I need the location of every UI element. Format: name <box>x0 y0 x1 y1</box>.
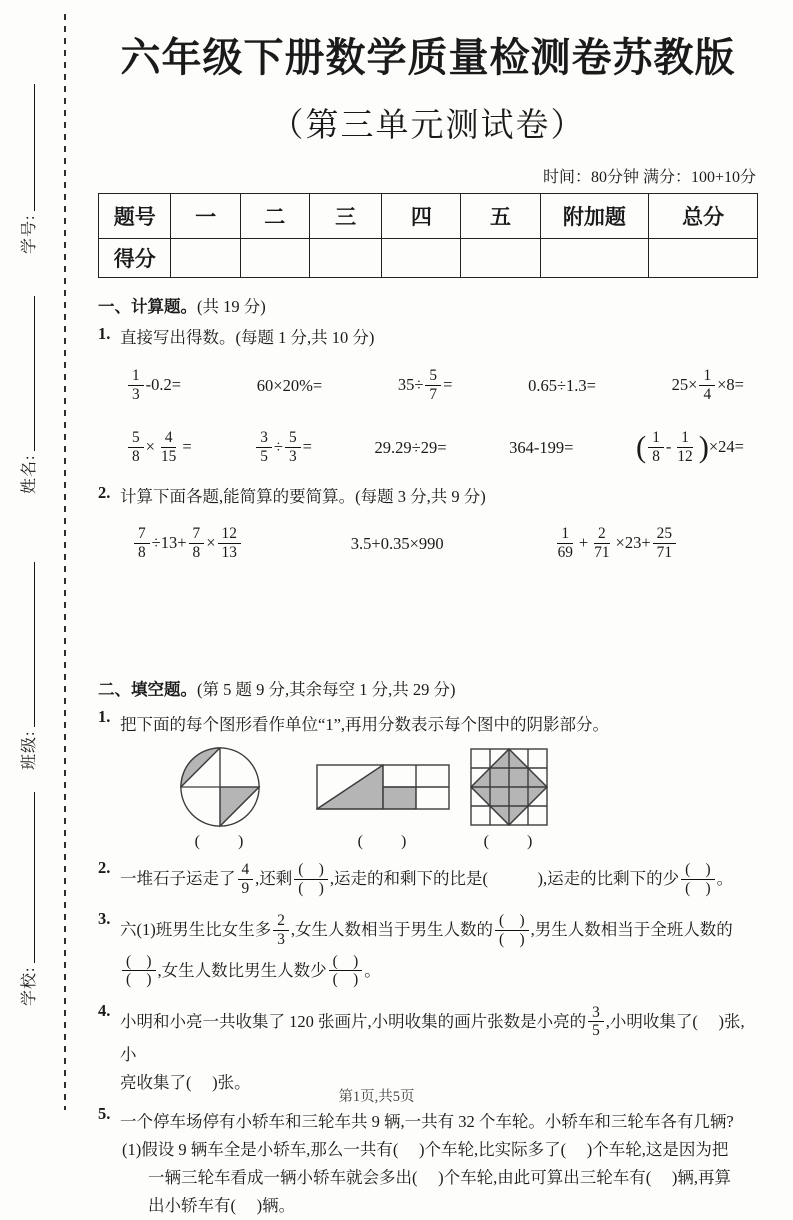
math-expression: 29.29÷29= <box>374 438 447 457</box>
math-expression: $\frac{1}{3}$ -0.2= <box>126 368 181 404</box>
question-text: 计算下面各题,能简算的要简算。 <box>120 487 356 506</box>
page-subtitle: （第三单元测试卷） <box>270 108 586 144</box>
score-cell <box>461 239 540 278</box>
question-s2q2 <box>98 858 758 902</box>
score-table-header-cell: 二 <box>240 194 309 239</box>
question-number: 1. <box>98 324 111 343</box>
section1-heading: 一、计算题。(共 19 分) <box>98 297 266 316</box>
question-number: 1. <box>98 707 111 726</box>
question-number: 2. <box>98 483 111 502</box>
class-label: 班级: <box>21 730 38 770</box>
score-cell <box>649 239 758 278</box>
calc-row-2 <box>126 424 744 472</box>
question-line: 一辆三轮车看成一辆小轿车就会多出( )个车轮,由此可算出三轮车有( )辆,再算 <box>148 1168 731 1188</box>
question-number: 2. <box>98 858 111 877</box>
page-number-footer: 第1页,共5页 <box>338 1089 415 1105</box>
score-table-header-cell: 题号 <box>99 194 171 239</box>
paper-content <box>98 0 758 1220</box>
score-table-header-cell: 总分 <box>649 194 758 239</box>
question-line: 小明和小亮一共收集了 120 张画片,小明收集的画片张数是小亮的 $\frac{3}{5}$ ,小明收集了( )张,小 <box>120 1003 745 1065</box>
question-line: 出小轿车有( )辆。 <box>148 1196 296 1216</box>
simplify-expressions <box>132 519 678 569</box>
math-expression: $\frac{1}{69}$ + $\frac{2}{71}$ ×23+ $\frac{25}{71}$ <box>552 526 678 562</box>
math-expression: $\frac{5}{8}$ × $\frac{4}{15}$ = <box>126 430 192 466</box>
score-cell <box>309 239 381 278</box>
section2-heading: 二、填空题。(第 5 题 9 分,其余每空 1 分,共 29 分) <box>98 680 456 699</box>
score-table-header-cell: 附加题 <box>540 194 649 239</box>
question-note: (每题 3 分,共 9 分) <box>355 487 486 506</box>
math-expression: 364-199= <box>509 438 574 457</box>
student-id-blank-line <box>30 84 35 211</box>
math-expression: 0.65÷1.3= <box>528 376 596 395</box>
school-field <box>16 790 39 1006</box>
question-s1q2 <box>98 483 758 573</box>
math-expression: $\frac{7}{8}$ ÷13+ $\frac{7}{8}$ × $\frac{12}{13}$ <box>132 526 243 562</box>
working-space <box>98 573 758 661</box>
question-number: 4. <box>98 1000 111 1020</box>
question-s1q1 <box>98 324 758 476</box>
math-expression: 25× $\frac{1}{4}$ ×8= <box>671 366 744 403</box>
score-cell <box>382 239 461 278</box>
circle-figure-block <box>176 743 264 851</box>
student-name-field <box>16 294 39 494</box>
question-number: 5. <box>98 1104 111 1124</box>
question-line: $\frac{( )}{( )}$ ,女生人数比男生人数少 $\frac{( )}{( )}$ 。 <box>120 954 758 990</box>
score-table-header-cell: 三 <box>309 194 381 239</box>
student-id-label: 学号: <box>21 214 38 254</box>
school-blank-line <box>30 792 35 963</box>
question-text: 把下面的每个图形看作单位“1”,再用分数表示每个图中的阴影部分。 <box>120 715 610 734</box>
score-cell <box>171 239 240 278</box>
student-id-field <box>16 82 39 254</box>
question-line: 亮收集了( )张。 <box>120 1073 251 1093</box>
time-score-meta: 时间：80分钟 满分：100+10分 <box>542 169 756 186</box>
question-note: (每题 1 分,共 10 分) <box>235 328 375 347</box>
score-table-header-cell: 五 <box>461 194 540 239</box>
question-line: 六(1)班男生比女生多 $\frac{2}{3}$ ,女生人数相当于男生人数的 $\frac{( )}{( )}$ ,男生人数相当于全班人数的 <box>120 912 733 948</box>
question-line: 一个停车场停有小轿车和三轮车共 9 辆,一共有 32 个车轮。小轿车和三轮车各有几辆? <box>120 1112 734 1132</box>
question-text: 直接写出得数。 <box>120 328 236 347</box>
score-table <box>98 193 758 278</box>
page-title: 六年级下册数学质量检测卷苏教版 <box>120 35 736 80</box>
score-cell <box>540 239 649 278</box>
question-s2q4 <box>98 1001 758 1097</box>
student-name-blank-line <box>30 296 35 451</box>
class-field <box>16 560 39 770</box>
class-blank-line <box>30 562 35 727</box>
school-label: 学校: <box>21 966 38 1006</box>
shaded-figures-row <box>120 743 758 851</box>
question-line: 一堆石子运走了 $\frac{4}{9}$ ,还剩 $\frac{( )}{( )}$ ,运走的和剩下的比是( ),运走的比剩下的少 $\frac{( )}{( )}$ 。 <box>120 861 734 897</box>
grid-diamond-figure <box>470 748 548 826</box>
answer-blank: ( ) <box>357 833 409 850</box>
math-expression: ( $\frac{1}{8}$ - $\frac{1}{12}$ )×24= <box>636 428 744 465</box>
student-name-label: 姓名: <box>21 454 38 494</box>
score-table-header-cell: 一 <box>171 194 240 239</box>
score-cell <box>240 239 309 278</box>
question-s2q3 <box>98 909 758 994</box>
math-expression: 60×20%= <box>256 376 323 395</box>
question-line: (1)假设 9 辆车全是小轿车,那么一共有( )个车轮,比实际多了( )个车轮,这是因为把 <box>122 1140 729 1160</box>
calc-row-1 <box>126 362 744 410</box>
answer-blank: ( ) <box>483 833 535 850</box>
math-expression: $\frac{3}{5}$ ÷ $\frac{5}{3}$ = <box>254 430 312 466</box>
math-expression: 35÷ $\frac{5}{7}$ = <box>397 366 453 403</box>
score-row-label: 得分 <box>99 239 171 278</box>
math-expression: 3.5+0.35×990 <box>350 534 444 553</box>
answer-blank: ( ) <box>194 833 246 850</box>
rectangle-triangle-figure <box>316 764 450 810</box>
grid-figure-block <box>470 743 548 851</box>
score-table-header-cell: 四 <box>382 194 461 239</box>
circle-quarters-figure <box>176 743 264 831</box>
rectangle-figure-block <box>316 743 450 851</box>
question-number: 3. <box>98 909 111 929</box>
question-s2q1 <box>98 707 758 851</box>
seal-dashed-line <box>64 14 66 1110</box>
